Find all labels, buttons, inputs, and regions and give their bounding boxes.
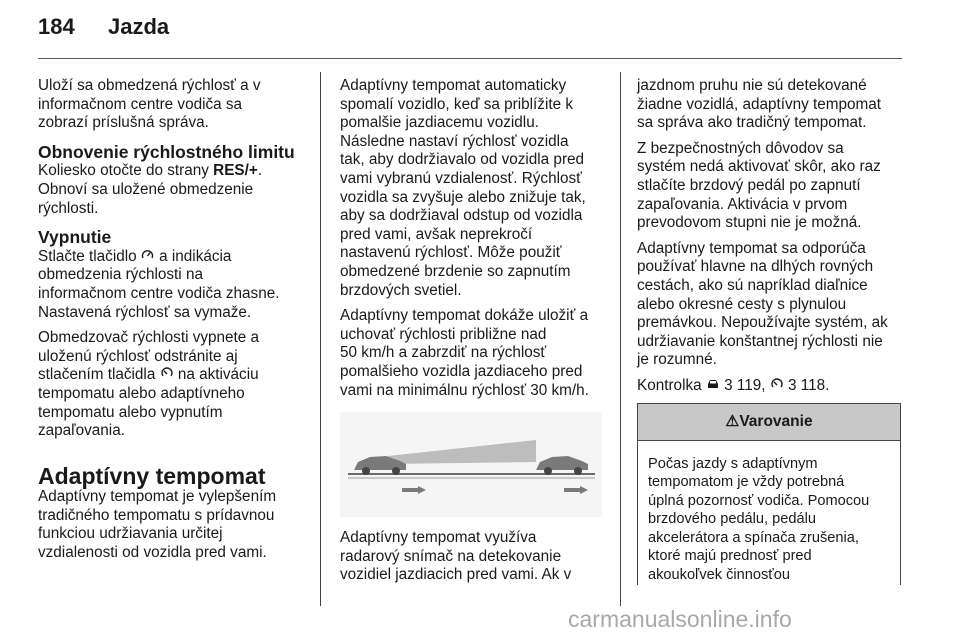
paragraph-indicator-reference: Kontrolka 3 119, 3 118. bbox=[637, 376, 830, 394]
paragraph-switch-off: Stlačte tlačidlo a indikácia obmedzenia rýchlosti na informačnom centre vodiča zhasne. Nastavená rýchlosť sa vymaže. bbox=[38, 247, 280, 321]
paragraph-adaptive-intro: Adaptívny tempomat je vylepšením tradičného tempomatu s prídavnou funkciou udržiavania určitej vzdialenosti od vozidla pred vami. bbox=[38, 488, 277, 562]
paragraph-limiter-off: Obmedzovač rýchlosti vypnete a uloženú rýchlosť odstránite aj stlačením tlačidla na aktiváciu tempomatu alebo adaptívneho tempomatu alebo vypnutím zapaľovania. bbox=[38, 329, 260, 440]
paragraph-speed-stored: Uloží sa obmedzená rýchlosť a v informačnom centre vodiča sa zobrazí príslušná správa. bbox=[38, 77, 261, 132]
page-number: 184 bbox=[38, 14, 75, 39]
speed-limiter-icon bbox=[141, 248, 155, 267]
paragraph-radar-sensor: Adaptívny tempomat využíva radarový snímač na detekovanie vozidiel jazdiacich pred vami. Ak v bbox=[340, 529, 572, 584]
radar-illustration bbox=[340, 412, 602, 517]
column-2 bbox=[340, 77, 605, 592]
heading-switch-off: Vypnutie bbox=[38, 227, 112, 248]
paragraph-recommendation: Adaptívny tempomat sa odporúča používať hlavne na dlhých rovných cestách, ako sú napríklad diaľnice alebo okresné cesty s plynulou premávkou. Nepoužívajte systém, ak udržiavanie konštantnej rýchlosti nie je rozumné. bbox=[637, 239, 888, 369]
cruise-control-icon bbox=[770, 377, 784, 396]
paragraph-auto-slowdown: Adaptívny tempomat automaticky spomalí vozidlo, keď sa priblížite k pomalšie jazdiacemu vozidlu. Následne nastaví rýchlosť vozidla tak, aby dodržiavalo od vozidla pred vami vybranú vzdialenosť. Rýchlosť vozidla sa zvyšuje alebo znižuje tak, aby sa dodržiaval odstup od vozidla pred vami, avšak neprekročí nastavenú rýchlosť. Môže použiť obmedzené brzdenie so zapnutím brzdových svetiel. bbox=[340, 77, 586, 299]
car-indicator-icon bbox=[706, 377, 720, 396]
cruise-control-icon bbox=[160, 366, 174, 385]
column-3 bbox=[637, 77, 907, 585]
warning-header bbox=[638, 404, 900, 441]
warning-triangle-icon: ⚠ bbox=[725, 412, 740, 430]
page-ref-arrow-icon[interactable]: 3 bbox=[788, 376, 797, 394]
page-ref-arrow-icon[interactable]: 3 bbox=[724, 376, 733, 394]
warning-box bbox=[637, 403, 901, 585]
page-header bbox=[0, 0, 960, 60]
paragraph-safety: Z bezpečnostných dôvodov sa systém nedá aktivovať skôr, ako raz stlačíte brzdový pedál po zapnutí zapaľovania. Aktivácia v prvom prevodovom stupni nie je možná. bbox=[637, 139, 881, 232]
res-plus-label: RES/+ bbox=[213, 162, 258, 180]
chapter-title: Jazda bbox=[108, 14, 170, 39]
heading-restore-limit: Obnovenie rýchlostného limitu bbox=[38, 141, 295, 162]
header-divider bbox=[38, 58, 902, 59]
warning-body: Počas jazdy s adaptívnym tempomatom je vždy potrebná úplná pozornosť vodiča. Pomocou brzdového pedálu, pedálu akcelerátora a spínača zrušenia, ktoré majú prednosť pred akoukoľvek činnosťou bbox=[648, 455, 870, 584]
warning-title: Varovanie bbox=[739, 412, 813, 430]
paragraph-no-vehicles: jazdnom pruhu nie sú detekované žiadne vozidlá, adaptívny tempomat sa správa ako tradičný tempomat. bbox=[637, 77, 882, 132]
paragraph-restore: Koliesko otočte do strany RES/+. Obnoví sa uložené obmedzenie rýchlosti. bbox=[38, 162, 263, 217]
column-divider-2 bbox=[620, 72, 621, 606]
heading-adaptive-cruise-control: Adaptívny tempomat bbox=[38, 462, 266, 489]
watermark: carmanualsonline.info bbox=[568, 606, 792, 632]
paragraph-speed-range: Adaptívny tempomat dokáže uložiť a uchovať rýchlosti približne nad 50 km/h a zabrzdiť na rýchlosť pomalšieho vozidla jazdiaceho pred vami na minimálnu rýchlosť 30 km/h. bbox=[340, 307, 589, 399]
column-1 bbox=[38, 77, 300, 570]
column-divider-1 bbox=[320, 72, 321, 606]
